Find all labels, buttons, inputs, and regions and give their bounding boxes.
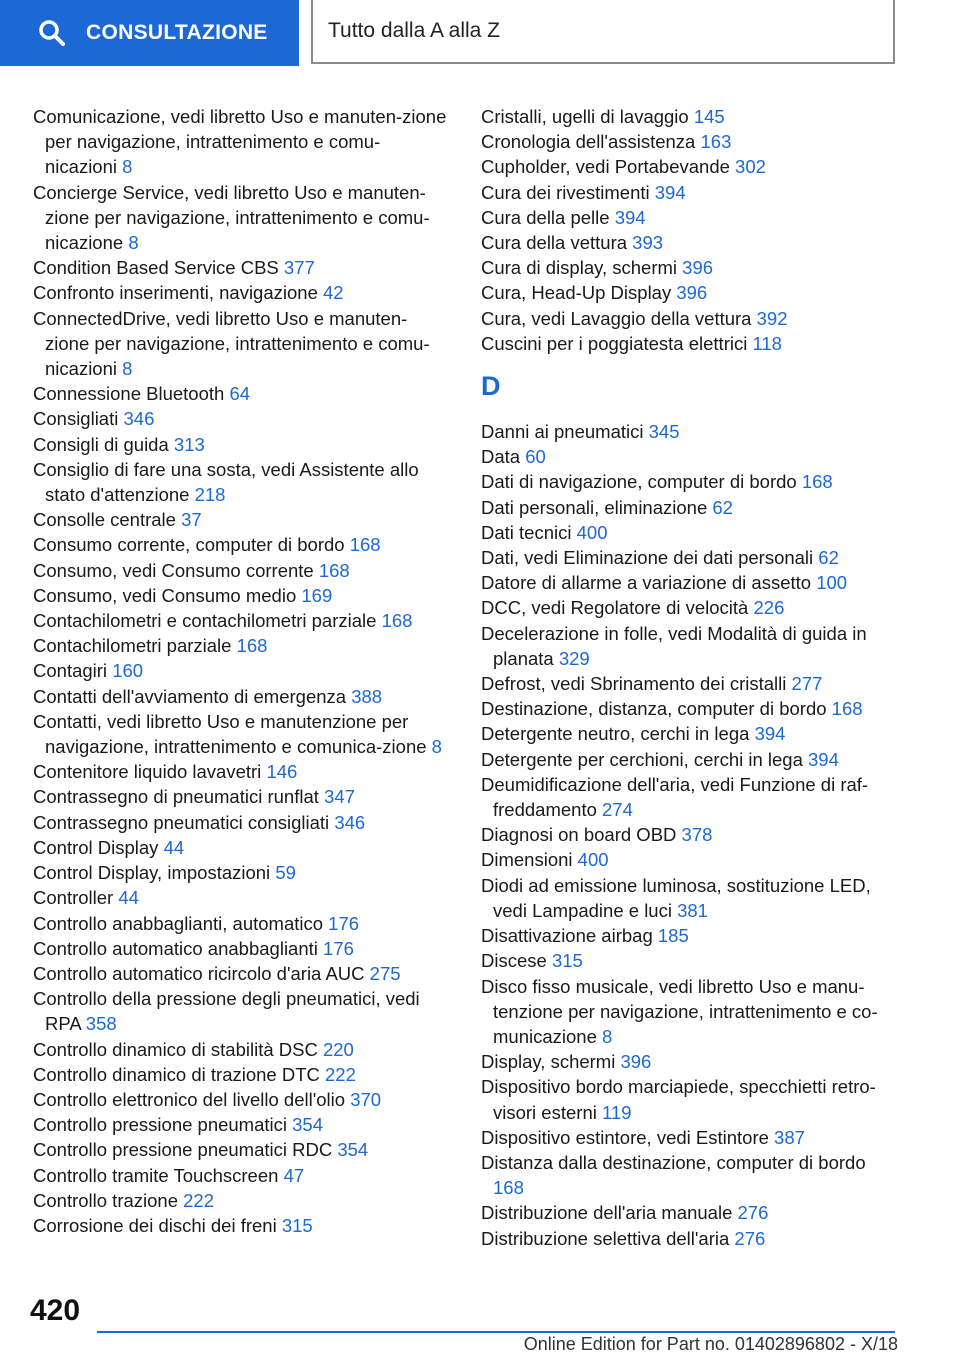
page-link[interactable]: 176	[328, 912, 360, 934]
index-entry-text: Datore di allarme a variazione di assetto	[481, 572, 812, 594]
index-entry-text: Control Display	[33, 836, 159, 858]
page-link[interactable]: 220	[322, 1038, 354, 1060]
index-entry	[481, 847, 901, 872]
index-entry	[33, 1137, 448, 1162]
index-entry-text: Dati tecnici	[481, 521, 572, 543]
index-entry	[33, 684, 448, 709]
page-link[interactable]: 8	[128, 232, 139, 254]
index-entry	[481, 495, 901, 520]
index-entry-text: Detergente per cerchioni, cerchi in lega	[481, 748, 803, 770]
page-link[interactable]: 393	[632, 232, 664, 254]
index-entry	[481, 1049, 901, 1074]
index-entry	[33, 961, 448, 986]
page-link[interactable]: 400	[577, 849, 609, 871]
index-entry	[33, 180, 448, 256]
index-entry-text: Consigli di guida	[33, 433, 169, 455]
index-entry-text: Cura dei rivestimenti	[481, 181, 650, 203]
index-entry	[33, 306, 448, 382]
page-link[interactable]: 276	[737, 1202, 769, 1224]
page-link[interactable]: 381	[677, 899, 708, 921]
index-entry	[33, 1163, 448, 1188]
index-entry	[33, 432, 448, 457]
index-entry	[481, 104, 901, 129]
index-entry	[33, 759, 448, 784]
index-entry-text: Controllo automatico ricircolo d'aria AUC	[33, 962, 365, 984]
page-link[interactable]: 44	[118, 887, 139, 909]
page-link[interactable]: 8	[122, 358, 133, 380]
index-entry	[33, 835, 448, 860]
index-entry-text: Distribuzione selettiva dell'aria	[481, 1227, 730, 1249]
index-entry-text: Cuscini per i poggiatesta elettrici	[481, 332, 748, 354]
index-entry	[33, 986, 448, 1036]
page-link[interactable]: 146	[266, 761, 298, 783]
page-link[interactable]: 315	[281, 1214, 313, 1236]
page-link[interactable]: 62	[712, 496, 733, 518]
index-entry	[481, 948, 901, 973]
page-link[interactable]: 387	[774, 1126, 805, 1148]
index-entry-text: Cura, Head-Up Display	[481, 282, 672, 304]
index-entry	[33, 381, 448, 406]
header	[0, 0, 960, 66]
index-entry-text: Dati di navigazione, computer di bordo	[481, 471, 797, 493]
index-entry	[33, 860, 448, 885]
index-column-left	[33, 104, 448, 1238]
page-link[interactable]: 60	[525, 446, 546, 468]
index-entry-text: Consiglio di fare una sosta, vedi Assistente allo stato d'attenzione	[33, 458, 419, 506]
index-entry-text: Cristalli, ugelli di lavaggio	[481, 106, 689, 127]
index-entry-text: Disco fisso musicale, vedi libretto Uso e manu-tenzione per navigazione, intrattenimento e co-municazione	[481, 975, 878, 1047]
index-entry-text: Cura della vettura	[481, 232, 628, 254]
page-link[interactable]: 276	[734, 1227, 766, 1249]
index-entry-text: Detergente neutro, cerchi in lega	[481, 723, 750, 745]
page-link[interactable]: 315	[551, 950, 583, 972]
index-entry-text: Consumo, vedi Consumo medio	[33, 584, 297, 606]
index-entry-text: Corrosione dei dischi dei freni	[33, 1214, 277, 1236]
page-link[interactable]: 168	[493, 1177, 524, 1199]
index-entry	[33, 406, 448, 431]
page-link[interactable]: 394	[654, 181, 686, 203]
index-entry	[481, 721, 901, 746]
page-link[interactable]: 346	[334, 811, 366, 833]
index-entry	[481, 520, 901, 545]
index-entry	[33, 709, 448, 759]
index-entry-text: Data	[481, 446, 521, 468]
index-entry-text: Dispositivo bordo marciapiede, specchietti retro-visori esterni	[481, 1076, 876, 1123]
section-letter: D	[481, 371, 501, 402]
index-entry-text: Diagnosi on board OBD	[481, 824, 677, 846]
index-entry-text: Contatti, vedi libretto Uso e manutenzione per navigazione, intrattenimento e comunica-zione	[33, 710, 427, 758]
page-link[interactable]: 64	[229, 383, 251, 405]
index-entry-text: Controllo automatico anabbaglianti	[33, 937, 318, 959]
consultazione-label: CONSULTAZIONE	[86, 21, 268, 44]
page-link[interactable]: 218	[194, 484, 226, 506]
index-entry	[33, 583, 448, 608]
index-entry	[481, 154, 901, 179]
index-entry-text: Contrassegno di pneumatici runflat	[33, 786, 319, 808]
page-link[interactable]: 37	[181, 509, 202, 531]
index-column-right	[481, 104, 901, 1251]
index-entry	[481, 772, 901, 822]
index-entry-text: Connessione Bluetooth	[33, 383, 225, 405]
page-link[interactable]: 394	[808, 748, 839, 770]
page-link[interactable]: 400	[576, 521, 608, 543]
index-entry-text: Consigliati	[33, 408, 119, 430]
index-entry	[33, 532, 448, 557]
index-entry	[33, 558, 448, 583]
index-entry-text: Confronto inserimenti, navigazione	[33, 282, 318, 304]
index-entry-text: Consumo corrente, computer di bordo	[33, 534, 345, 556]
index-entry-text: DCC, vedi Regolatore di velocità	[481, 597, 749, 619]
page-link[interactable]: 302	[735, 156, 766, 178]
index-entry-text: Decelerazione in folle, vedi Modalità di guida in planata	[481, 622, 867, 669]
index-entry-text: Contagiri	[33, 660, 108, 682]
page-link[interactable]: 168	[831, 698, 863, 720]
page-number: 420	[30, 1294, 81, 1327]
index-entry	[481, 255, 901, 280]
index-entry-text: Contachilometri parziale	[33, 635, 232, 657]
index-entry	[481, 1200, 901, 1225]
page-link[interactable]: 377	[283, 257, 315, 279]
index-entry	[481, 129, 901, 154]
index-entry	[33, 280, 448, 305]
index-entry	[481, 621, 901, 671]
index-entry-text: Controllo pressione pneumatici	[33, 1114, 287, 1136]
page-link[interactable]: 176	[323, 937, 354, 959]
page-link[interactable]: 185	[657, 925, 689, 947]
page-link[interactable]: 345	[648, 421, 680, 443]
page-title	[311, 0, 895, 64]
consultazione-tab[interactable]	[0, 0, 299, 66]
index-entry-text: ConnectedDrive, vedi libretto Uso e manuten-zione per navigazione, intrattenimento e comu-nicazioni	[33, 307, 430, 380]
page-link[interactable]: 396	[682, 257, 714, 279]
index-entry-text: Controllo della pressione degli pneumatici, vedi RPA	[33, 988, 420, 1035]
index-entry	[481, 570, 901, 595]
index-group-c	[481, 104, 901, 356]
index-entry	[481, 469, 901, 494]
index-entry	[481, 747, 901, 772]
page-link[interactable]: 169	[301, 584, 333, 606]
page-link[interactable]: 8	[602, 1025, 613, 1047]
page-link[interactable]: 396	[620, 1051, 652, 1073]
index-entry	[33, 784, 448, 809]
index-entry-text: Danni ai pneumatici	[481, 421, 644, 443]
page-link[interactable]: 226	[753, 597, 785, 619]
index-entry-text: Control Display, impostazioni	[33, 862, 271, 884]
index-entry	[481, 205, 901, 230]
page-link[interactable]: 8	[122, 156, 133, 178]
index-entry	[33, 507, 448, 532]
search-icon	[38, 19, 66, 47]
index-entry	[33, 104, 448, 180]
index-entry	[481, 280, 901, 305]
page-link[interactable]: 163	[700, 131, 732, 153]
index-entry-text: Dispositivo estintore, vedi Estintore	[481, 1126, 769, 1148]
index-entry	[481, 306, 901, 331]
page-link[interactable]: 378	[681, 824, 713, 846]
index-entry	[481, 923, 901, 948]
page-link[interactable]: 44	[163, 836, 185, 858]
index-entry-text: Dati personali, eliminazione	[481, 496, 708, 518]
index-entry	[481, 671, 901, 696]
index-entry-text: Diodi ad emissione luminosa, sostituzione LED, vedi Lampadine e luci	[481, 874, 871, 921]
page-link[interactable]: 8	[431, 736, 442, 758]
index-entry	[33, 936, 448, 961]
page-link[interactable]: 119	[601, 1101, 632, 1123]
index-entry-text: Deumidificazione dell'aria, vedi Funzione di raf-freddamento	[481, 773, 869, 821]
index-entry	[481, 1074, 901, 1124]
index-entry-text: Controllo elettronico del livello dell'olio	[33, 1088, 346, 1110]
index-entry	[481, 974, 901, 1050]
index-entry	[481, 331, 901, 356]
index-entry-text: Consolle centrale	[33, 509, 176, 531]
index-entry	[481, 873, 901, 923]
index-entry-text: Distribuzione dell'aria manuale	[481, 1202, 733, 1224]
index-entry	[481, 1150, 901, 1200]
index-entry-text: Controllo dinamico di trazione DTC	[33, 1063, 320, 1085]
index-entry-text: Consumo, vedi Consumo corrente	[33, 559, 314, 581]
index-entry-text: Dimensioni	[481, 849, 573, 871]
page-link[interactable]: 392	[756, 307, 788, 329]
page-link[interactable]: 168	[381, 610, 413, 632]
page-link[interactable]: 100	[816, 572, 848, 594]
page-link[interactable]: 168	[236, 635, 268, 657]
page-link[interactable]: 118	[752, 332, 782, 354]
index-entry	[33, 633, 448, 658]
index-entry-text: Dati, vedi Eliminazione dei dati personali	[481, 547, 814, 569]
page-link[interactable]: 59	[275, 862, 296, 884]
index-entry	[33, 911, 448, 936]
page-link[interactable]: 42	[323, 282, 344, 304]
page-link[interactable]: 358	[85, 1013, 117, 1035]
page-link[interactable]: 388	[351, 685, 383, 707]
index-entry	[481, 419, 901, 444]
index-entry	[481, 822, 901, 847]
page-link[interactable]: 329	[558, 647, 590, 669]
index-entry	[33, 658, 448, 683]
index-entry-text: Concierge Service, vedi libretto Uso e manuten-zione per navigazione, intrattenimento e comu-nicazione	[33, 181, 430, 254]
index-entry	[33, 885, 448, 910]
index-entry-text: Cura della pelle	[481, 206, 610, 228]
index-entry	[481, 545, 901, 570]
page-link[interactable]: 275	[369, 962, 401, 984]
page-link[interactable]: 62	[818, 547, 839, 569]
index-entry	[33, 1213, 448, 1238]
index-entry-text: Cura, vedi Lavaggio della vettura	[481, 307, 752, 329]
index-entry-text: Controllo tramite Touchscreen	[33, 1164, 279, 1186]
index-entry	[33, 1062, 448, 1087]
page-title-text: Tutto dalla A alla Z	[328, 19, 500, 42]
index-entry-text: Cura di display, schermi	[481, 257, 678, 279]
page-link[interactable]: 47	[283, 1164, 305, 1186]
page-link[interactable]: 313	[173, 433, 205, 455]
index-entry-text: Discese	[481, 950, 547, 972]
page-link[interactable]: 354	[292, 1114, 324, 1136]
page-link[interactable]: 145	[693, 106, 725, 127]
index-entry-text: Controllo pressione pneumatici RDC	[33, 1139, 333, 1161]
page-link[interactable]: 370	[350, 1088, 382, 1110]
index-entry	[33, 255, 448, 280]
page-link[interactable]: 222	[183, 1189, 215, 1211]
index-entry-text: Distanza dalla destinazione, computer di bordo	[481, 1151, 866, 1173]
index-entry	[33, 1188, 448, 1213]
page-link[interactable]: 222	[325, 1063, 356, 1085]
index-entry	[33, 1087, 448, 1112]
index-entry-text: Contatti dell'avviamento di emergenza	[33, 685, 347, 707]
index-entry	[33, 1112, 448, 1137]
index-entry	[33, 810, 448, 835]
index-entry-text: Disattivazione airbag	[481, 925, 653, 947]
index-entry	[33, 608, 448, 633]
page-link[interactable]: 394	[614, 206, 646, 228]
page-link[interactable]: 394	[754, 723, 786, 745]
page-link[interactable]: 347	[324, 786, 355, 808]
index-entry-text: Contenitore liquido lavavetri	[33, 761, 262, 783]
index-entry-text: Controllo dinamico di stabilità DSC	[33, 1038, 318, 1060]
page-link[interactable]: 168	[318, 559, 350, 581]
index-entry-text: Destinazione, distanza, computer di bordo	[481, 698, 827, 720]
index-entry-text: Controllo anabbaglianti, automatico	[33, 912, 324, 934]
index-entry-text: Controller	[33, 887, 114, 909]
index-entry	[481, 180, 901, 205]
page-link[interactable]: 160	[112, 660, 144, 682]
index-entry	[481, 696, 901, 721]
page-link[interactable]: 354	[337, 1139, 369, 1161]
index-entry-text: Contachilometri e contachilometri parziale	[33, 610, 377, 632]
index-entry	[33, 457, 448, 507]
index-entry-text: Controllo trazione	[33, 1189, 178, 1211]
index-group-d	[481, 419, 901, 1251]
footer-divider	[97, 1331, 895, 1333]
index-entry-text: Comunicazione, vedi libretto Uso e manuten-zione per navigazione, intrattenimento e comu-nicazioni	[33, 106, 447, 178]
page-link[interactable]: 346	[123, 408, 155, 430]
page-link[interactable]: 396	[676, 282, 708, 304]
index-entry	[481, 595, 901, 620]
index-entry	[481, 1125, 901, 1150]
index-entry-text: Cupholder, vedi Portabevande	[481, 156, 730, 178]
index-entry	[481, 230, 901, 255]
page-link[interactable]: 168	[801, 471, 833, 493]
page-link[interactable]: 168	[349, 534, 381, 556]
page-link[interactable]: 277	[791, 673, 823, 695]
footer-edition: Online Edition for Part no. 01402896802 - X/18	[523, 1334, 898, 1354]
index-entry-text: Cronologia dell'assistenza	[481, 131, 696, 153]
index-entry-text: Contrassegno pneumatici consigliati	[33, 811, 330, 833]
index-entry	[481, 1226, 901, 1251]
index-entry	[481, 444, 901, 469]
index-entry-text: Condition Based Service CBS	[33, 257, 279, 279]
index-entry-text: Display, schermi	[481, 1051, 616, 1073]
page-link[interactable]: 274	[602, 799, 633, 821]
index-entry-text: Defrost, vedi Sbrinamento dei cristalli	[481, 673, 787, 695]
index-entry	[33, 1037, 448, 1062]
